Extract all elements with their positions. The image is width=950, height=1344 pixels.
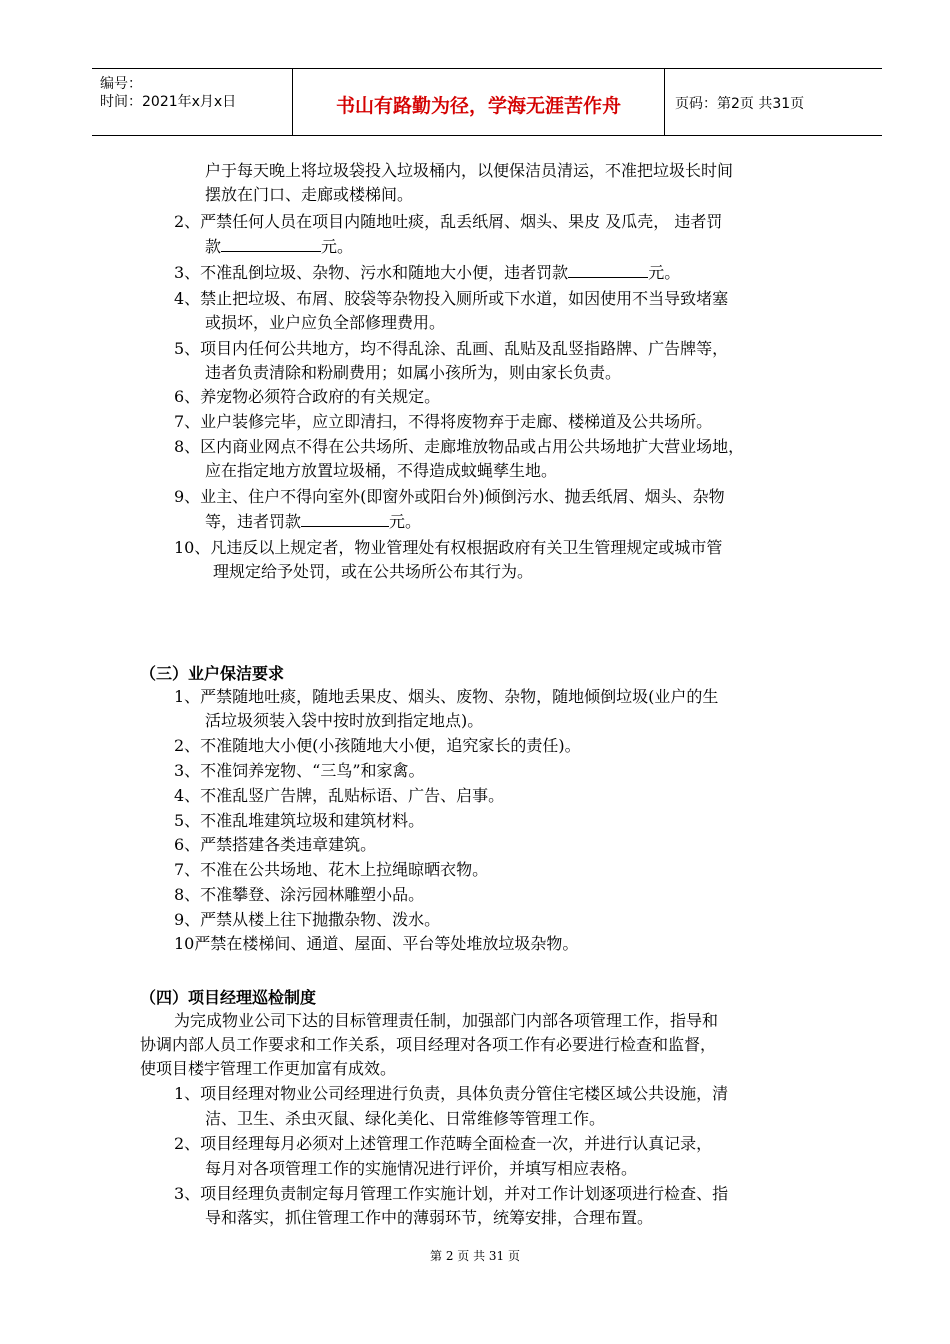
line-text: 元。 <box>321 237 354 256</box>
paragraph-line: 2、项目经理每月必须对上述管理工作范畴全面检查一次，并进行认真记录， <box>174 1134 713 1153</box>
paragraph-line: 6、养宠物必须符合政府的有关规定。 <box>174 387 441 406</box>
header-motto-cell <box>293 69 665 135</box>
paragraph-line <box>205 236 353 258</box>
paragraph-line: 活垃圾须装入袋中按时放到指定地点)。 <box>205 711 484 730</box>
paragraph-line: 4、不准乱竖广告牌，乱贴标语、广告、启事。 <box>174 786 505 805</box>
section-heading: （三）业户保洁要求 <box>140 664 285 683</box>
paragraph-line: 10严禁在楼梯间、通道、屋面、平台等处堆放垃圾杂物。 <box>174 934 579 953</box>
paragraph-line: 10、凡违反以上规定者，物业管理处有权根据政府有关卫生管理规定或城市管 <box>174 538 723 557</box>
page-footer: 第 2 页 共 31 页 <box>430 1249 520 1263</box>
paragraph-line: 1、项目经理对物业公司经理进行负责，具体负责分管住宅楼区域公共设施，清 <box>174 1084 729 1103</box>
paragraph-line: 每月对各项管理工作的实施情况进行评价，并填写相应表格。 <box>205 1159 638 1178</box>
paragraph-line: 摆放在门口、走廊或楼梯间。 <box>205 185 414 204</box>
paragraph-line: 8、区内商业网点不得在公共场所、走廊堆放物品或占用公共场地扩大营业场地， <box>174 437 745 456</box>
line-text: 3、不准乱倒垃圾、杂物、污水和随地大小便，违者罚款 <box>174 263 569 282</box>
page-count-label: 页码：第2页 共31页 <box>675 96 805 112</box>
paragraph-line: 应在指定地方放置垃圾桶，不得造成蚊蝇孳生地。 <box>205 461 558 480</box>
paragraph-line: 9、业主、住户不得向室外(即窗外或阳台外)倾倒污水、抛丢纸屑、烟头、杂物 <box>174 487 725 506</box>
blank-underline <box>568 263 648 278</box>
paragraph-line: 9、严禁从楼上往下抛撒杂物、泼水。 <box>174 910 441 929</box>
paragraph-line: 或损坏，业户应负全部修理费用。 <box>205 313 446 332</box>
header-page-cell <box>665 69 882 135</box>
time-label: 时间：2021年x月x日 <box>100 94 237 110</box>
paragraph-line: 5、项目内任何公共地方，均不得乱涂、乱画、乱贴及乱竖指路牌、广告牌等， <box>174 339 729 358</box>
paragraph-line: 8、不准攀登、涂污园林雕塑小品。 <box>174 885 425 904</box>
paragraph-line: 7、业户装修完毕，应立即清扫，不得将废物弃于走廊、楼梯道及公共场所。 <box>174 412 713 431</box>
paragraph-line: 理规定给予处罚，或在公共场所公布其行为。 <box>213 562 534 581</box>
paragraph-line: 洁、卫生、杀虫灭鼠、绿化美化、日常维修等管理工作。 <box>205 1109 606 1128</box>
paragraph-line: 4、禁止把垃圾、布屑、胶袋等杂物投入厕所或下水道，如因使用不当导致堵塞 <box>174 289 729 308</box>
line-text: 款 <box>205 237 222 256</box>
header-info-cell <box>92 69 293 135</box>
number-label: 编号： <box>100 76 142 92</box>
line-text: 元。 <box>389 512 422 531</box>
paragraph-line: 使项目楼宇管理工作更加富有成效。 <box>140 1059 397 1078</box>
paragraph-line: 2、严禁任何人员在项目内随地吐痰，乱丢纸屑、烟头、果皮 及瓜壳， 违者罚 <box>174 212 723 231</box>
paragraph-line: 为完成物业公司下达的目标管理责任制，加强部门内部各项管理工作，指导和 <box>174 1011 719 1030</box>
paragraph-line: 协调内部人员工作要求和工作关系，项目经理对各项工作有必要进行检查和监督， <box>140 1035 717 1054</box>
paragraph-line: 3、项目经理负责制定每月管理工作实施计划，并对工作计划逐项进行检查、指 <box>174 1184 729 1203</box>
paragraph-line: 户于每天晚上将垃圾袋投入垃圾桶内，以便保洁员清运，不准把垃圾长时间 <box>205 161 734 180</box>
blank-underline <box>301 512 389 527</box>
paragraph-line: 导和落实，抓住管理工作中的薄弱环节，统筹安排，合理布置。 <box>205 1208 654 1227</box>
section-heading: （四）项目经理巡检制度 <box>140 988 317 1007</box>
paragraph-line: 6、严禁搭建各类违章建筑。 <box>174 835 377 854</box>
paragraph-line: 5、不准乱堆建筑垃圾和建筑材料。 <box>174 811 425 830</box>
motto-text: 书山有路勤为径，学海无涯苦作舟 <box>335 95 621 117</box>
paragraph-line <box>205 511 421 533</box>
paragraph-line: 违者负责清除和粉刷费用；如属小孩所为，则由家长负责。 <box>205 363 622 382</box>
paragraph-line <box>174 262 680 284</box>
line-text: 元。 <box>648 263 681 282</box>
paragraph-line: 7、不准在公共场地、花木上拉绳晾晒衣物。 <box>174 860 489 879</box>
page-header <box>92 68 882 136</box>
paragraph-line: 2、不准随地大小便(小孩随地大小便，追究家长的责任)。 <box>174 736 581 755</box>
line-text: 等，违者罚款 <box>205 512 302 531</box>
blank-underline <box>221 237 321 252</box>
paragraph-line: 3、不准饲养宠物、“三鸟”和家禽。 <box>174 761 425 780</box>
paragraph-line: 1、严禁随地吐痰，随地丢果皮、烟头、废物、杂物，随地倾倒垃圾(业户的生 <box>174 687 719 706</box>
